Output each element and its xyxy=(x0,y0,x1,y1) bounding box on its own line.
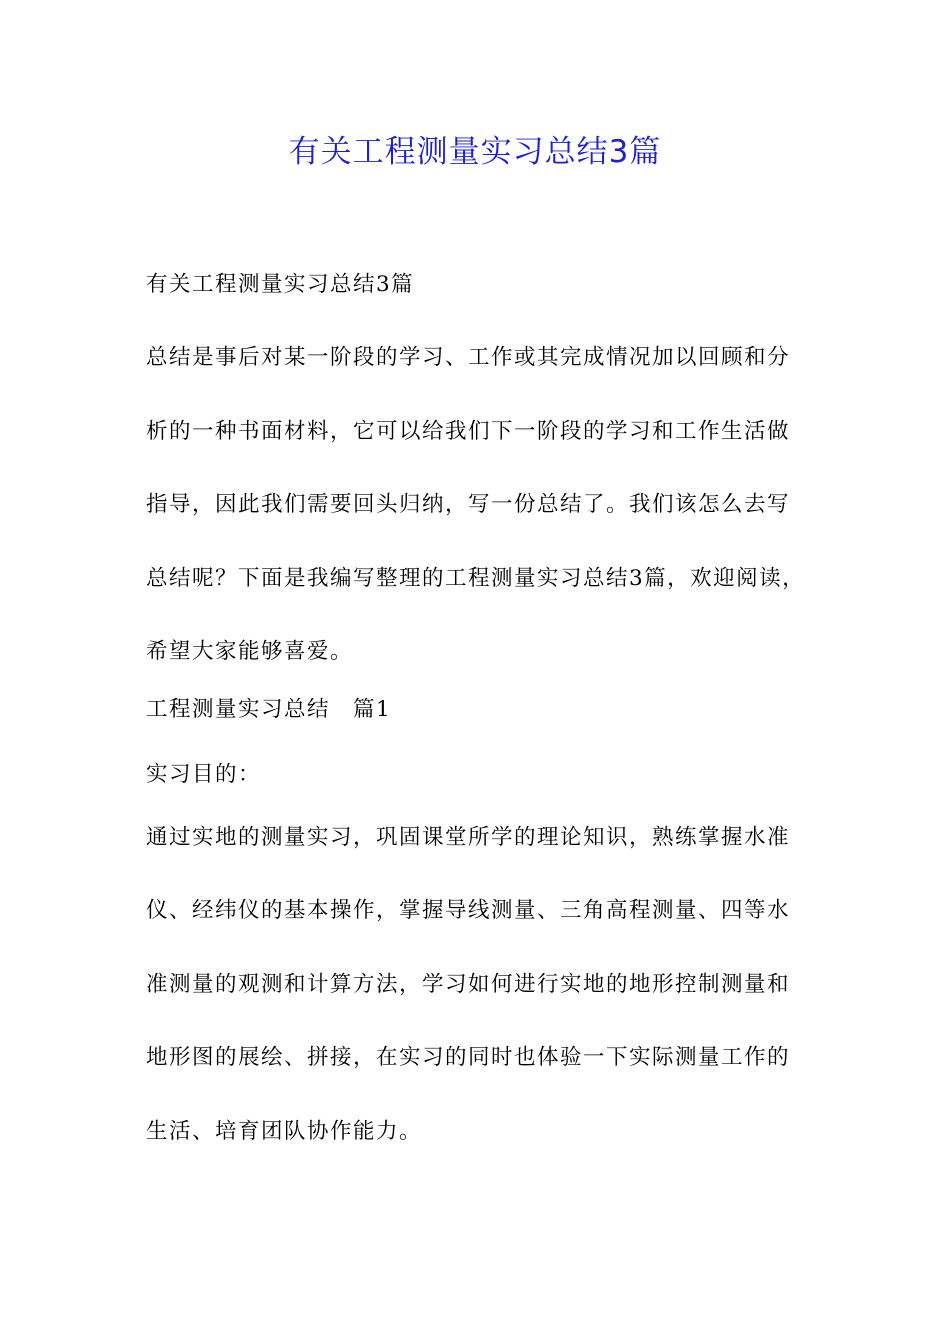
purpose-label: 实习目的： xyxy=(146,761,262,787)
document-title: 有关工程测量实习总结3篇 xyxy=(288,134,662,170)
section-heading: 工程测量实习总结 篇1 xyxy=(146,696,392,722)
intro-paragraph: 总结是事后对某一阶段的学习、工作或其完成情况加以回顾和分析的一种书面材料，它可以给我们下一阶段的学习和工作生活做指导，因此我们需要回头归纳，写一份总结了。我们该怎么去写总结呢？下面是我编写整理的工程测量实习总结3篇，欢迎阅读，希望大家能够喜爱。 xyxy=(146,345,806,664)
document-subtitle: 有关工程测量实习总结3篇 xyxy=(146,272,415,297)
document-body xyxy=(146,262,808,1168)
purpose-paragraph: 通过实地的测量实习，巩固课堂所学的理论知识，熟练掌握水准仪、经纬仪的基本操作，掌握导线测量、三角高程测量、四等水准测量的观测和计算方法，学习如何进行实地的地形控制测量和地形图的展绘、拼接，在实习的同时也体验一下实际测量工作的生活、培育团队协作能力。 xyxy=(146,824,791,1144)
